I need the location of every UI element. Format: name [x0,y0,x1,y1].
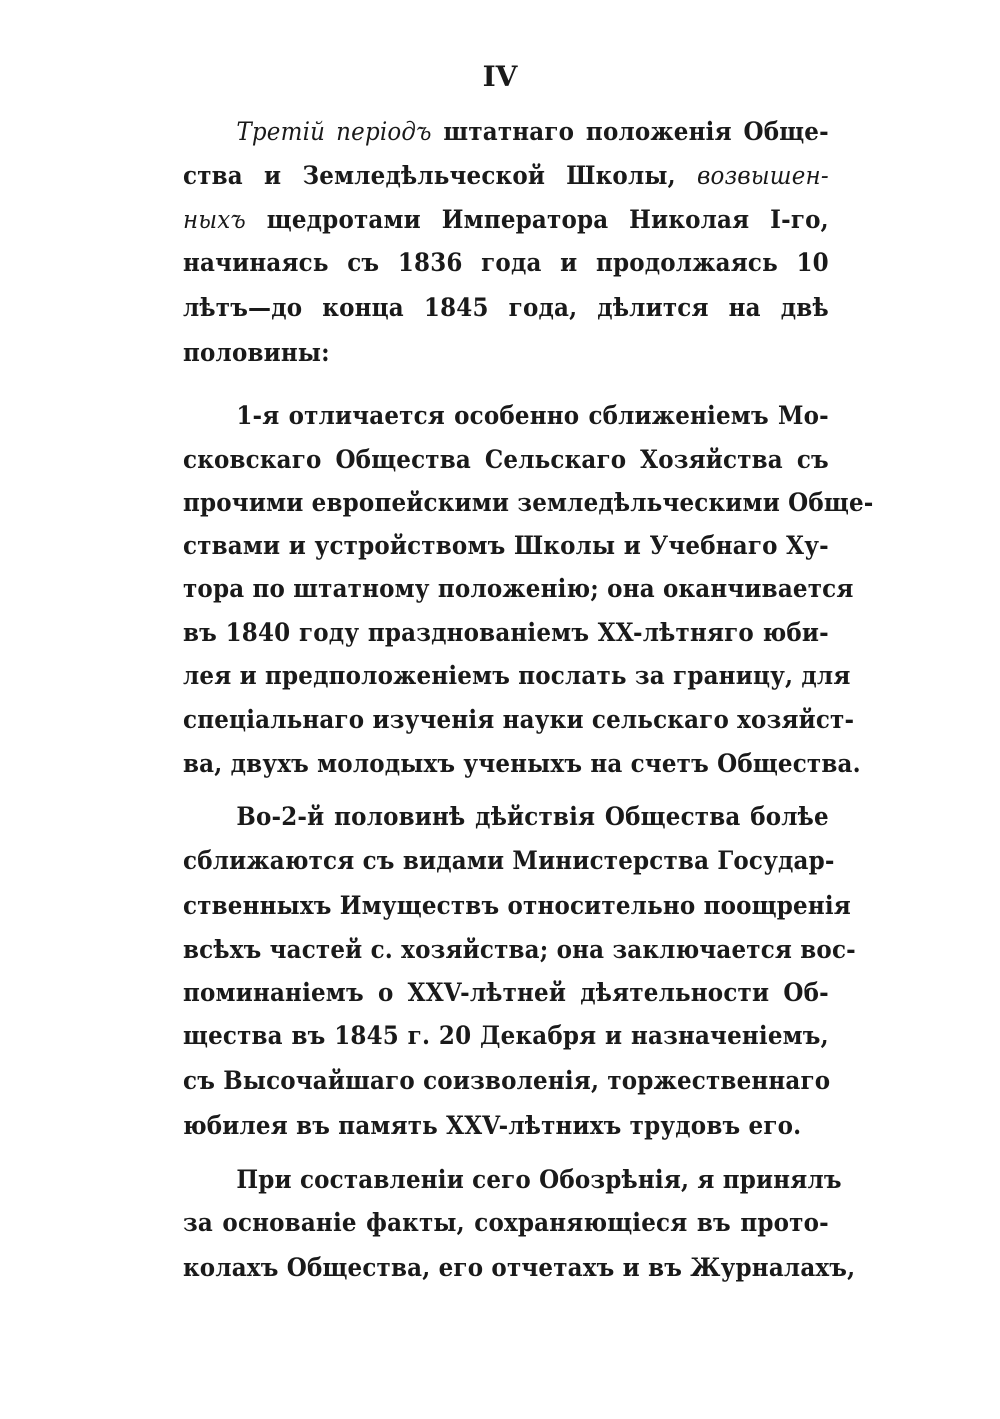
text-segment: тора по штатному положенію; она оканчивается [183,574,854,603]
text-segment: сковскаго Общества Сельскаго Хозяйства съ [183,445,829,474]
text-segment: съ Высочайшаго соизволенія, торжественнаго [183,1066,831,1095]
text-segment: штатнаго положенія Обще- [431,117,829,146]
text-segment: лѣтъ—до конца 1845 года, дѣлится на двѣ [183,293,829,322]
text-segment: сближаются съ видами Министерства Государ- [183,846,835,875]
text-line [183,1207,829,1239]
text-line [183,337,829,369]
text-line [183,704,855,736]
text-line [183,660,851,692]
text-segment: начинаясь съ 1836 года и продолжаясь 10 [183,248,829,277]
text-line [183,444,829,476]
text-line [183,292,829,324]
italic-text: ныхъ [183,205,246,234]
text-segment: прочими европейскими земледѣльческими Обще- [183,488,874,517]
italic-text: Третій періодъ [236,117,432,146]
page-number: IV [482,60,518,93]
text-segment: лея и предположеніемъ послать за границу, для [183,661,851,690]
text-segment: При составленіи сего Обозрѣнія, я принялъ [236,1165,842,1194]
text-segment: колахъ Общества, его отчетахъ и въ Журналахъ, [183,1253,856,1282]
text-segment: поминаніемъ о XXV-лѣтней дѣятельности Об- [183,978,829,1007]
text-segment: юбилея въ память XXV-лѣтнихъ трудовъ его. [183,1111,802,1140]
text-segment: за основаніе факты, сохраняющіеся въ прото- [183,1208,829,1237]
text-segment: щедротами Императора Николая I-го, [245,205,829,234]
text-segment: Во-2-й половинѣ дѣйствія Общества болѣе [236,802,829,831]
text-line [183,530,829,562]
text-segment: ственныхъ Имуществъ относительно поощренія [183,891,851,920]
text-line [183,247,829,279]
text-line [183,160,829,192]
text-line [183,977,829,1009]
text-segment: въ 1840 году празднованіемъ XX-лѣтняго юби- [183,618,829,647]
text-line [183,400,829,432]
text-segment: всѣхъ частей с. хозяйства; она заключается вос- [183,935,856,964]
text-segment: спеціальнаго изученія науки сельскаго хозяйст- [183,705,855,734]
text-segment: ства и Земледѣльческой Школы, [183,161,697,190]
text-segment: 1-я отличается особенно сближеніемъ Мо- [236,401,829,430]
text-line [183,1065,829,1097]
text-segment: ва, двухъ молодыхъ ученыхъ на счетъ Общества. [183,749,861,778]
text-line [183,617,829,649]
text-line [183,890,851,922]
text-line [183,1164,842,1196]
text-segment: ствами и устройствомъ Школы и Учебнаго Ху- [183,531,829,560]
text-line [183,801,829,833]
text-line [183,204,829,236]
italic-text: возвышен- [696,161,829,190]
text-line [183,487,874,519]
text-line [183,934,856,966]
text-line [183,845,835,877]
text-line [183,1110,829,1142]
text-line [183,1252,856,1284]
text-line [183,1020,829,1052]
text-segment: щества въ 1845 г. 20 Декабря и назначеніемъ, [183,1021,829,1050]
text-line [183,748,861,780]
text-segment: половины: [183,338,330,367]
text-line [183,116,829,148]
text-line [183,573,854,605]
